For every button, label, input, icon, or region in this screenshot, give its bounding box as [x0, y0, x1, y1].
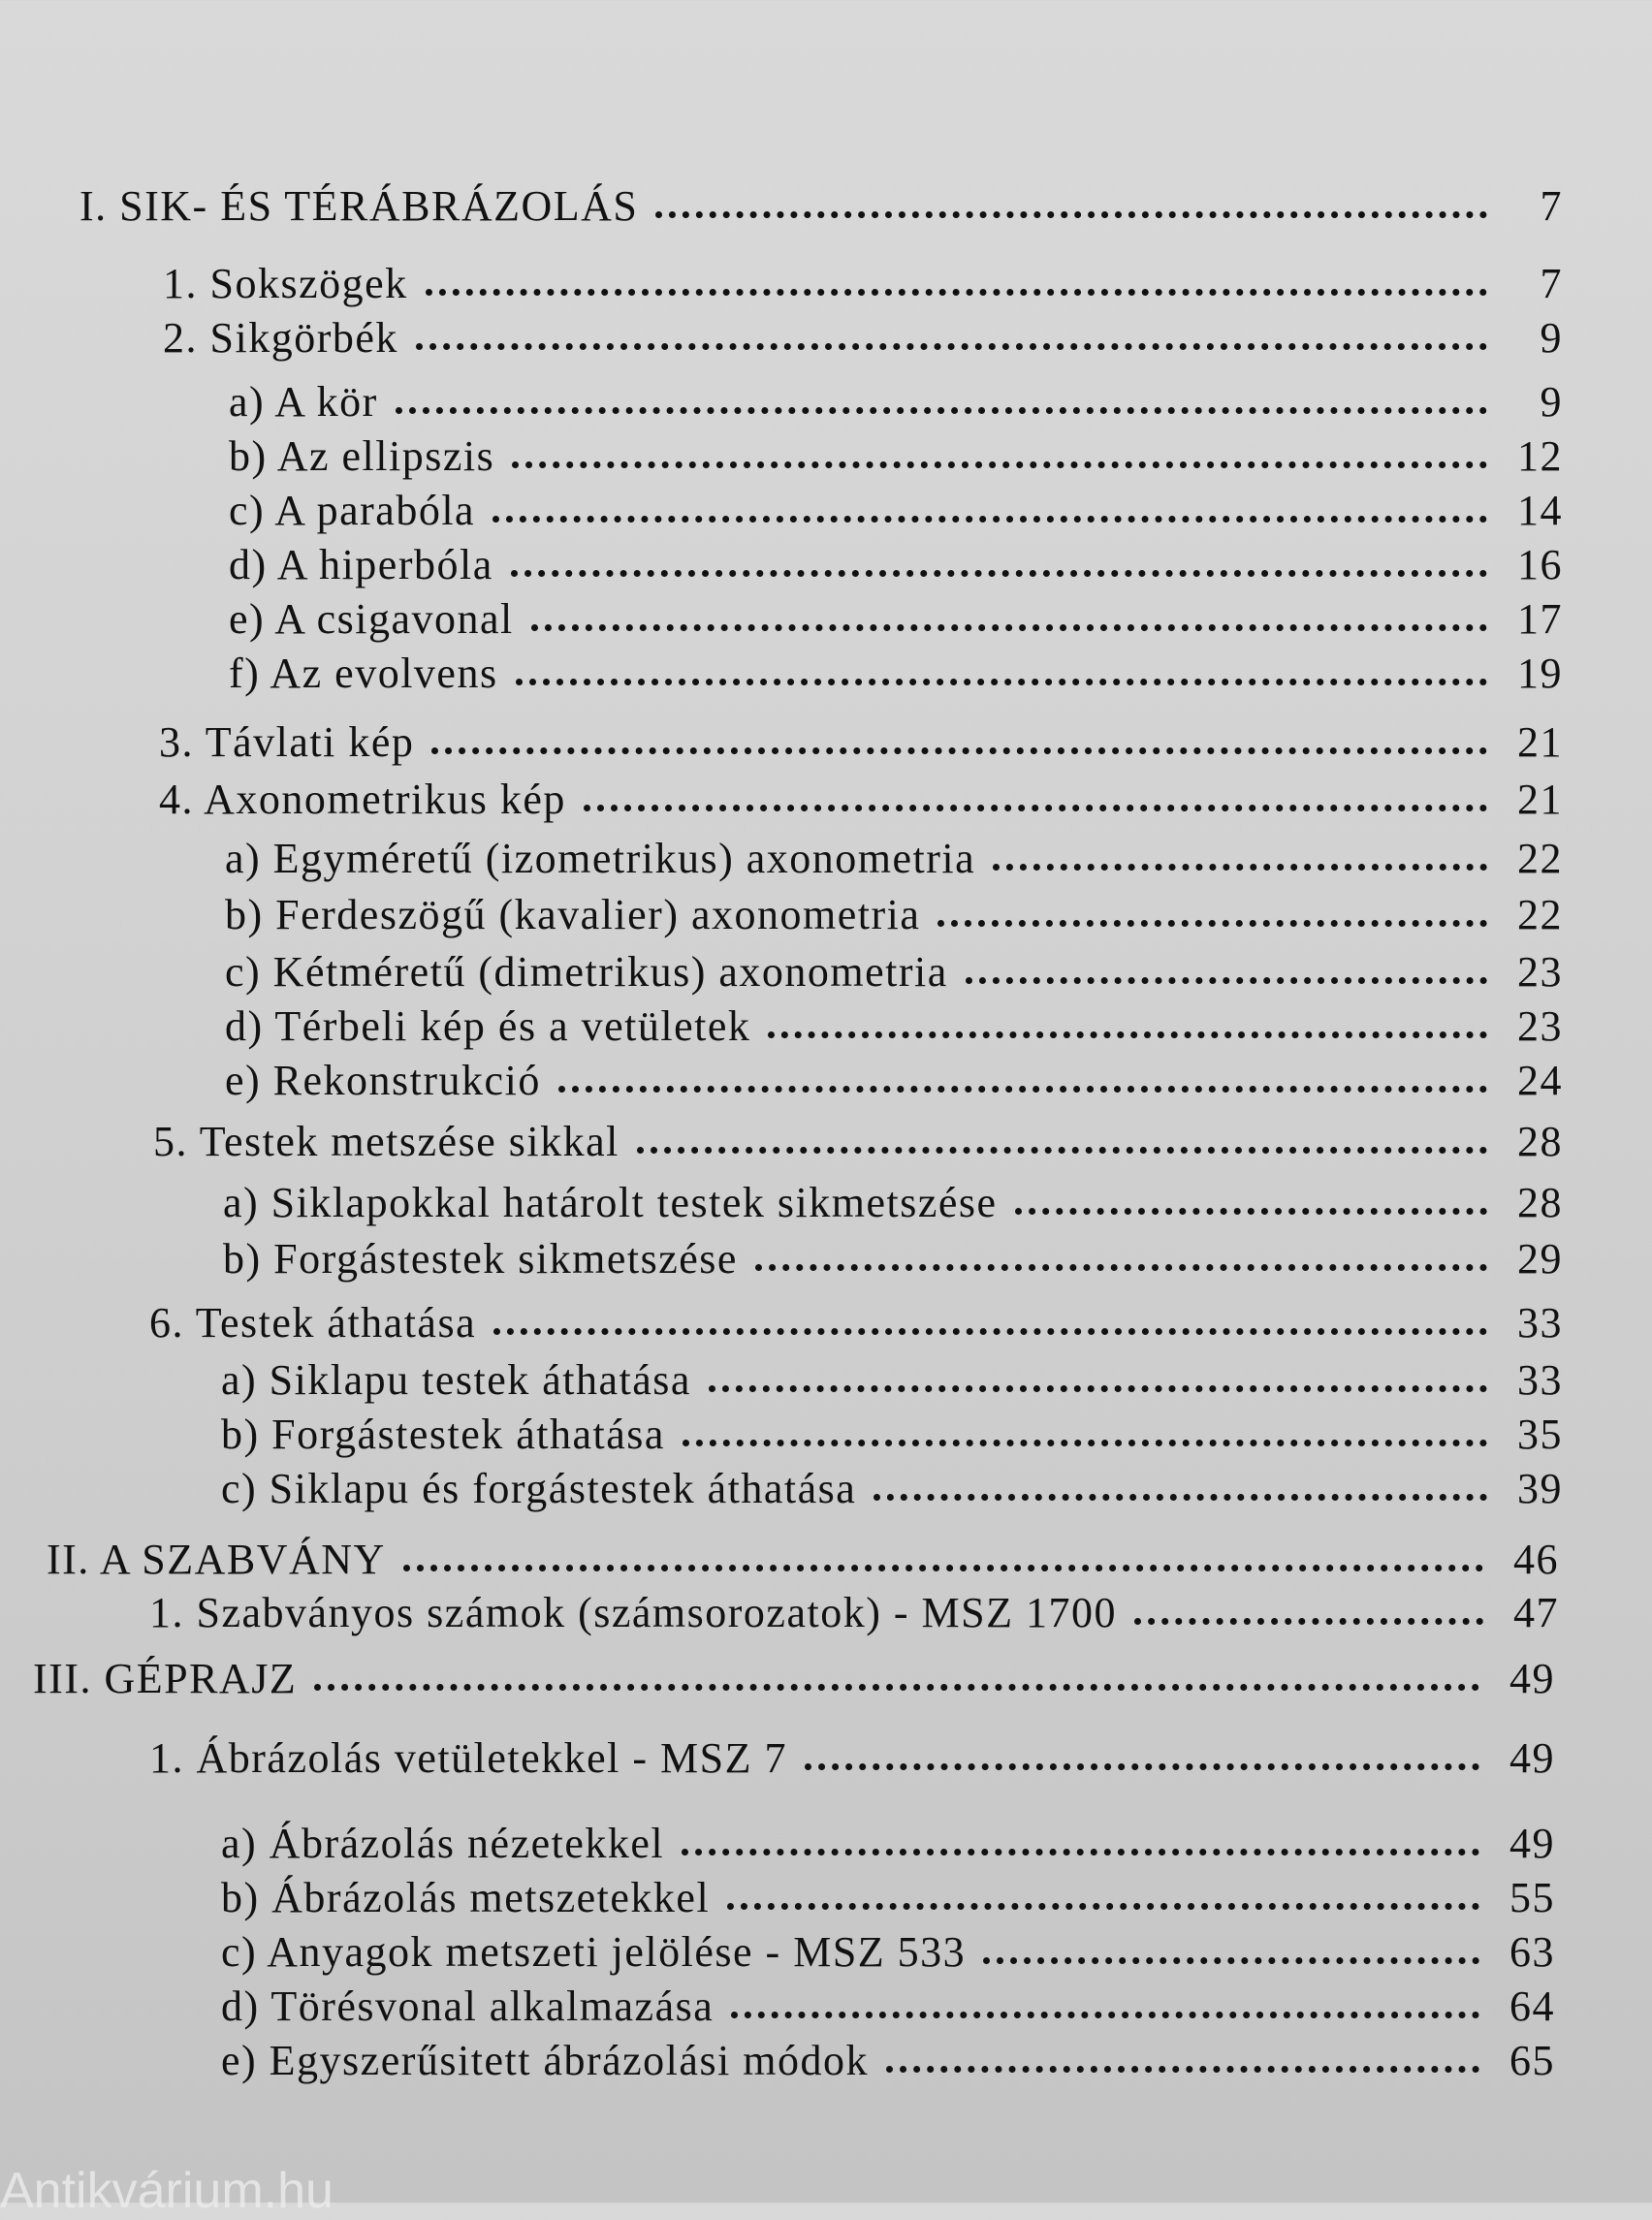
entry-label: e) A csigavonal — [229, 595, 514, 643]
toc-entry-subsection — [229, 538, 1563, 592]
entry-label: a) Siklapokkal határolt testek sikmetszése — [223, 1179, 998, 1226]
entry-label: d) A hiperbóla — [229, 541, 493, 588]
dot-leader — [709, 1385, 1487, 1392]
entry-page: 14 — [1517, 487, 1563, 534]
dot-leader — [886, 2066, 1479, 2073]
entry-label: III. GÉPRAJZ — [33, 1655, 298, 1702]
toc-entry-subsection — [229, 375, 1563, 429]
dot-leader — [426, 289, 1487, 296]
entry-label: c) Anyagok metszeti jelölése - MSZ 533 — [221, 1928, 967, 1976]
dot-leader — [511, 570, 1487, 577]
entry-label: 4. Axonometrikus kép — [159, 776, 566, 823]
entry-label: 1. Szabványos számok (számsorozatok) - MSZ 1700 — [149, 1589, 1117, 1636]
entry-page: 21 — [1517, 776, 1563, 823]
entry-page: 65 — [1509, 2037, 1555, 2084]
toc-entry-subsection — [223, 1176, 1563, 1230]
toc-entry-subsection — [221, 1462, 1563, 1516]
entry-label: a) A kör — [229, 378, 378, 426]
dot-leader — [314, 1684, 1479, 1691]
entry-label: b) Ferdeszögű (kavalier) axonometria — [225, 891, 921, 938]
entry-page: 7 — [1540, 182, 1563, 230]
dot-leader — [516, 679, 1487, 685]
toc-entry-subsection — [229, 484, 1563, 538]
toc-entry-subsection — [229, 429, 1563, 484]
dot-leader — [755, 1264, 1487, 1271]
entry-label: b) Ábrázolás metszetekkel — [221, 1874, 711, 1921]
entry-label: 1. Ábrázolás vetületekkel - MSZ 7 — [149, 1734, 788, 1782]
toc-entry-subsection — [225, 1054, 1563, 1108]
entry-page: 21 — [1517, 718, 1563, 766]
entry-page: 47 — [1513, 1589, 1559, 1636]
toc-entry-subsection — [225, 888, 1563, 942]
entry-page: 28 — [1517, 1118, 1563, 1165]
toc-entry-subsection — [221, 1408, 1563, 1462]
entry-page: 29 — [1517, 1235, 1563, 1283]
entry-label: d) Törésvonal alkalmazása — [221, 1982, 715, 2030]
entry-label: 6. Testek áthatása — [149, 1299, 477, 1347]
dot-leader — [637, 1147, 1487, 1154]
dot-leader — [805, 1763, 1479, 1770]
dot-leader — [558, 1086, 1487, 1093]
entry-page: 9 — [1540, 314, 1563, 362]
toc-entry-section — [153, 1115, 1563, 1169]
dot-leader — [492, 516, 1487, 523]
entry-label: b) Forgástestek áthatása — [221, 1411, 665, 1458]
dot-leader — [937, 920, 1487, 927]
toc-entry-chapter — [33, 1652, 1555, 1706]
entry-label: e) Egyszerűsitett ábrázolási módok — [221, 2037, 870, 2084]
toc-entry-subsection — [223, 1232, 1563, 1286]
toc-entry-chapter — [47, 1533, 1559, 1587]
entry-page: 63 — [1509, 1928, 1555, 1976]
entry-label: b) Forgástestek sikmetszése — [223, 1235, 738, 1283]
dot-leader — [403, 1565, 1483, 1571]
entry-label: f) Az evolvens — [229, 650, 498, 697]
dot-leader — [966, 977, 1487, 984]
entry-page: 22 — [1517, 835, 1563, 882]
dot-leader — [584, 805, 1487, 811]
dot-leader — [993, 864, 1487, 871]
dot-leader — [768, 1031, 1487, 1038]
toc-entry-chapter — [79, 179, 1563, 234]
entry-label: 1. Sokszögek — [163, 260, 408, 307]
dot-leader — [431, 747, 1487, 754]
toc-entry-section — [159, 773, 1563, 827]
entry-label: I. SIK- ÉS TÉRÁBRÁZOLÁS — [79, 182, 639, 230]
toc-entry-subsection — [229, 592, 1563, 647]
entry-page: 64 — [1509, 1982, 1555, 2030]
toc-entry-subsection — [221, 1817, 1555, 1871]
dot-leader — [874, 1494, 1487, 1501]
dot-leader — [1015, 1208, 1487, 1215]
dot-leader — [682, 1849, 1479, 1855]
entry-label: c) A parabóla — [229, 487, 476, 534]
entry-label: a) Egyméretű (izometrikus) axonometria — [225, 835, 976, 882]
dot-leader — [727, 1903, 1479, 1910]
entry-page: 23 — [1517, 1002, 1563, 1050]
entry-label: 5. Testek metszése sikkal — [153, 1118, 620, 1165]
entry-page: 16 — [1517, 541, 1563, 588]
entry-page: 55 — [1509, 1874, 1555, 1921]
toc-entry-section — [149, 1296, 1563, 1350]
toc-entry-subsection — [225, 999, 1563, 1054]
toc-entry-subsection — [221, 2034, 1555, 2088]
entry-page: 9 — [1540, 378, 1563, 426]
entry-page: 39 — [1517, 1465, 1563, 1512]
dot-leader — [512, 461, 1487, 468]
entry-page: 7 — [1540, 260, 1563, 307]
dot-leader — [683, 1440, 1487, 1446]
dot-leader — [655, 211, 1487, 218]
entry-page: 28 — [1517, 1179, 1563, 1226]
entry-page: 49 — [1509, 1734, 1555, 1782]
watermark: Antikvárium.hu — [0, 2163, 334, 2219]
toc-entry-subsection — [221, 1353, 1563, 1408]
entry-label: d) Térbeli kép és a vetületek — [225, 1002, 751, 1050]
dot-leader — [531, 624, 1487, 631]
toc-entry-subsection — [225, 832, 1563, 886]
entry-page: 19 — [1517, 650, 1563, 697]
toc-entry-subsection — [221, 1871, 1555, 1925]
dot-leader — [396, 407, 1487, 414]
dot-leader — [416, 343, 1487, 350]
toc-entry-subsection — [221, 1925, 1555, 1980]
entry-label: b) Az ellipszis — [229, 432, 495, 480]
entry-page: 24 — [1517, 1057, 1563, 1104]
entry-page: 46 — [1513, 1536, 1559, 1583]
entry-label: 2. Sikgörbék — [163, 314, 398, 362]
entry-page: 23 — [1517, 948, 1563, 996]
entry-page: 49 — [1509, 1820, 1555, 1867]
toc-entry-subsection — [221, 1980, 1555, 2034]
entry-page: 33 — [1517, 1356, 1563, 1404]
toc-entry-section — [159, 715, 1563, 770]
dot-leader — [731, 2012, 1479, 2018]
toc-entry-subsection — [225, 945, 1563, 999]
toc-entry-section — [163, 311, 1563, 365]
toc-entry-section — [163, 257, 1563, 311]
toc-entry-section — [149, 1731, 1555, 1786]
entry-page: 33 — [1517, 1299, 1563, 1347]
entry-page: 22 — [1517, 891, 1563, 938]
toc-entry-section — [149, 1586, 1559, 1640]
entry-label: 3. Távlati kép — [159, 718, 415, 766]
dot-leader — [1134, 1618, 1483, 1625]
entry-page: 49 — [1509, 1655, 1555, 1702]
entry-label: a) Ábrázolás nézetekkel — [221, 1820, 665, 1867]
dot-leader — [983, 1957, 1479, 1964]
entry-label: c) Siklapu és forgástestek áthatása — [221, 1465, 857, 1512]
entry-label: a) Siklapu testek áthatása — [221, 1356, 691, 1404]
dot-leader — [493, 1328, 1487, 1335]
toc-entry-subsection — [229, 647, 1563, 701]
entry-label: c) Kétméretű (dimetrikus) axonometria — [225, 948, 948, 996]
entry-page: 35 — [1517, 1411, 1563, 1458]
entry-label: e) Rekonstrukció — [225, 1057, 541, 1104]
entry-label: II. A SZABVÁNY — [47, 1536, 386, 1583]
entry-page: 12 — [1517, 432, 1563, 480]
entry-page: 17 — [1517, 595, 1563, 643]
